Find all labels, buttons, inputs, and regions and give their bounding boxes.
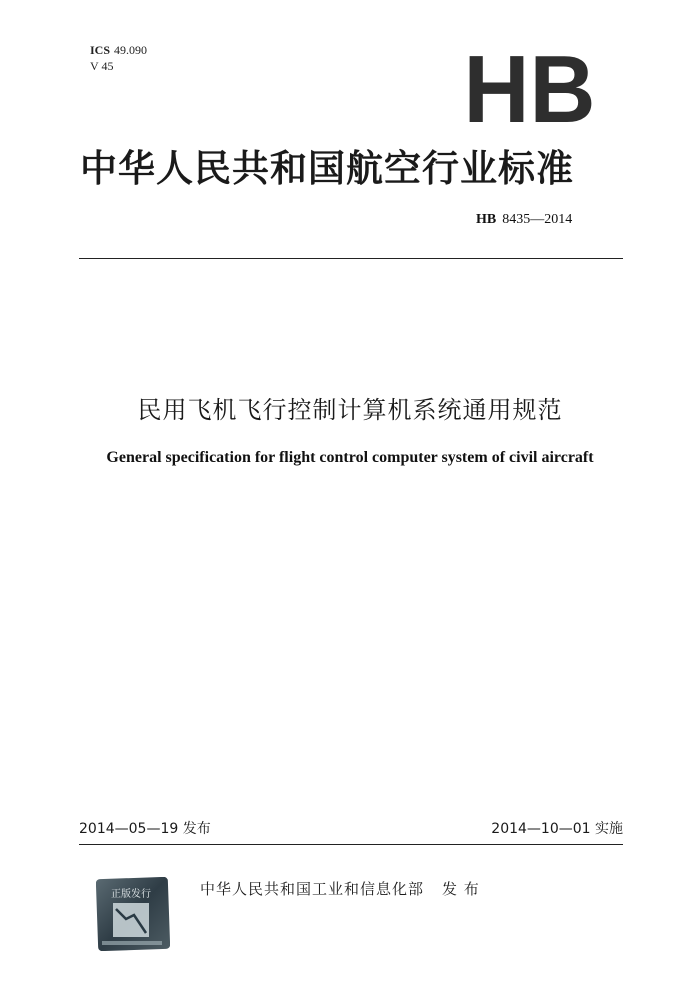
standard-prefix: HB (476, 212, 497, 227)
ics-label: ICS (90, 43, 111, 57)
effective-date: 2014—10—01 实施 (491, 821, 623, 837)
ics-code: 49.090 (114, 43, 148, 57)
bottom-divider (79, 844, 623, 845)
top-divider (79, 258, 623, 259)
standard-number (476, 212, 572, 228)
standard-code: 8435—2014 (502, 212, 573, 227)
issuer-name: 中华人民共和国工业和信息化部 (200, 880, 425, 898)
hb-logo (462, 50, 597, 128)
organization-title: 中华人民共和国航空行业标准 (80, 147, 574, 190)
issue-date: 2014—05—19 发布 (79, 821, 211, 837)
hb-logo-text: HB (463, 50, 596, 128)
label-text: 正版发行 (111, 889, 151, 900)
issuer-action: 发 布 (442, 880, 480, 898)
ics-classification (90, 42, 147, 74)
document-title-english: General specification for flight control computer system of civil aircraft (106, 449, 594, 466)
issuing-authority (200, 878, 480, 899)
anti-counterfeit-label (96, 877, 170, 951)
class-code: V 45 (90, 59, 114, 73)
document-title-chinese: 民用飞机飞行控制计算机系统通用规范 (137, 396, 563, 424)
